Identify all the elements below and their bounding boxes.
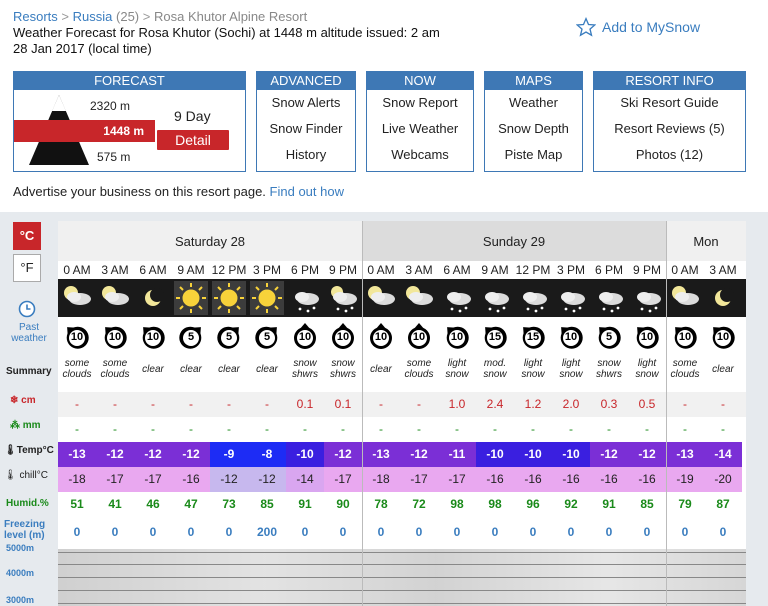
humidity-cell: 96 bbox=[526, 497, 540, 511]
snow-cell: - bbox=[227, 397, 231, 411]
wind-badge bbox=[443, 323, 471, 351]
thermometer-icon: 🌡 bbox=[4, 470, 20, 481]
summary-cell: clear bbox=[218, 364, 240, 375]
snowflake-icon: ❄ bbox=[10, 395, 22, 406]
summary-cell: clear bbox=[142, 364, 164, 375]
wind-badge bbox=[329, 323, 357, 351]
freezing-cell: 0 bbox=[377, 525, 385, 539]
snow-cloud-icon bbox=[630, 281, 664, 315]
advert-text bbox=[13, 184, 344, 199]
snow-cloud-icon bbox=[554, 281, 588, 315]
hour-label: 9 PM bbox=[632, 263, 661, 277]
hour-label: 12 PM bbox=[211, 263, 247, 277]
snow-cell: 0.1 bbox=[296, 397, 314, 411]
freezing-cell: 0 bbox=[567, 525, 575, 539]
moon-cloud-icon bbox=[364, 281, 398, 315]
day-header-sunday: Sunday 29 bbox=[362, 221, 666, 261]
temp-cell: -10 bbox=[286, 442, 324, 467]
menu-item-snow-alerts[interactable]: Snow Alerts bbox=[271, 95, 341, 110]
snow-cell: - bbox=[189, 397, 193, 411]
breadcrumb-resorts-link[interactable]: Resorts bbox=[13, 9, 58, 24]
chill-cell: -17 bbox=[134, 467, 172, 492]
temp-cell: -10 bbox=[514, 442, 552, 467]
sun-icon bbox=[212, 281, 246, 315]
hour-label: 0 AM bbox=[367, 263, 395, 277]
wind-speed: 15 bbox=[488, 331, 502, 343]
freezing-cell: 0 bbox=[187, 525, 195, 539]
rain-cell: - bbox=[265, 422, 269, 436]
menu-item-photos[interactable]: Photos (12) bbox=[635, 147, 704, 162]
temp-cell: -13 bbox=[58, 442, 96, 467]
chill-label bbox=[4, 470, 62, 481]
snow-cell: - bbox=[721, 397, 725, 411]
weather-icons-row bbox=[58, 279, 746, 317]
chill-cell: -19 bbox=[666, 467, 704, 492]
hour-label: 6 PM bbox=[594, 263, 623, 277]
rain-cell: - bbox=[75, 422, 79, 436]
temp-cell: -12 bbox=[628, 442, 666, 467]
summary-cell: snow shwrs bbox=[291, 358, 319, 380]
chill-cell: -18 bbox=[362, 467, 400, 492]
wind-speed: 5 bbox=[605, 331, 613, 343]
breadcrumb-separator: > bbox=[142, 9, 151, 24]
resort-info-menu bbox=[593, 71, 746, 172]
rain-cell: - bbox=[417, 422, 421, 436]
freezing-cell: 0 bbox=[339, 525, 347, 539]
summary-cell: light snow bbox=[445, 358, 469, 380]
grid-line bbox=[58, 564, 746, 565]
wind-speed: 5 bbox=[187, 331, 195, 343]
rain-unit-label: mm bbox=[22, 420, 41, 431]
humidity-cell: 73 bbox=[222, 497, 236, 511]
freezing-cell: 0 bbox=[415, 525, 423, 539]
rain-cell: - bbox=[189, 422, 193, 436]
wind-badge bbox=[519, 323, 547, 351]
snow-cell: - bbox=[75, 397, 79, 411]
add-to-mysnow-button[interactable] bbox=[576, 17, 700, 37]
chill-row bbox=[58, 467, 746, 492]
mid-altitude-button[interactable]: 1448 m bbox=[14, 120, 155, 142]
temp-cell: -8 bbox=[248, 442, 286, 467]
wind-badge bbox=[557, 323, 585, 351]
menu-item-resort-reviews[interactable]: Resort Reviews (5) bbox=[614, 121, 725, 136]
breadcrumb-count: (25) bbox=[116, 9, 140, 24]
breadcrumb bbox=[13, 9, 307, 24]
menu-item-webcams[interactable]: Webcams bbox=[391, 147, 449, 162]
forecast-table bbox=[0, 212, 768, 606]
rain-cell: - bbox=[113, 422, 117, 436]
star-icon bbox=[576, 17, 596, 37]
temp-cell: -11 bbox=[438, 442, 476, 467]
menu-item-snow-report[interactable]: Snow Report bbox=[382, 95, 458, 110]
grid-line bbox=[58, 577, 746, 578]
resort-info-menu-title: RESORT INFO bbox=[594, 72, 745, 90]
raindrop-icon: ⁂ bbox=[10, 420, 23, 431]
wind-speed: 10 bbox=[70, 331, 84, 343]
hour-label: 6 AM bbox=[443, 263, 471, 277]
rain-row bbox=[58, 417, 746, 442]
wind-speed: 10 bbox=[412, 331, 426, 343]
wind-badge bbox=[405, 323, 433, 351]
wind-badge bbox=[101, 323, 129, 351]
wind-badge bbox=[633, 323, 661, 351]
temp-cell: -10 bbox=[476, 442, 514, 467]
wind-row bbox=[58, 319, 746, 355]
bottom-altitude-link[interactable]: 575 m bbox=[97, 150, 131, 164]
rain-cell: - bbox=[645, 422, 649, 436]
weather-label: weather bbox=[11, 333, 47, 344]
hour-label: 3 PM bbox=[252, 263, 281, 277]
breadcrumb-separator: > bbox=[61, 9, 70, 24]
freezing-cell: 0 bbox=[529, 525, 537, 539]
summary-cell: clear bbox=[712, 364, 734, 375]
maps-menu-title: MAPS bbox=[485, 72, 582, 90]
chill-cell: -16 bbox=[628, 467, 666, 492]
temp-cell: -12 bbox=[400, 442, 438, 467]
chill-cell: -16 bbox=[172, 467, 210, 492]
temp-cell: -14 bbox=[704, 442, 742, 467]
day-separator bbox=[362, 221, 363, 606]
wind-speed: 10 bbox=[336, 331, 350, 343]
wind-speed: 10 bbox=[450, 331, 464, 343]
chill-cell: -17 bbox=[96, 467, 134, 492]
moon-cloud-icon bbox=[668, 281, 702, 315]
wind-speed: 10 bbox=[146, 331, 160, 343]
wind-badge bbox=[481, 323, 509, 351]
temp-unit-label: Temp°C bbox=[16, 445, 54, 456]
humidity-cell: 79 bbox=[678, 497, 692, 511]
humidity-cell: 46 bbox=[146, 497, 160, 511]
humidity-label: Humid.% bbox=[6, 498, 49, 509]
add-to-mysnow-label: Add to MySnow bbox=[602, 19, 701, 35]
wind-speed: 10 bbox=[108, 331, 122, 343]
temp-cell: -9 bbox=[210, 442, 248, 467]
breadcrumb-country-link[interactable]: Russia bbox=[72, 9, 113, 24]
temp-cell: -12 bbox=[96, 442, 134, 467]
humidity-cell: 78 bbox=[374, 497, 388, 511]
temp-cell: -10 bbox=[552, 442, 590, 467]
altitude-4000-label: 4000m bbox=[6, 568, 35, 578]
night-snow-icon bbox=[326, 281, 360, 315]
summary-cell: clear bbox=[180, 364, 202, 375]
temp-cell: -12 bbox=[134, 442, 172, 467]
wind-badge bbox=[291, 323, 319, 351]
altitude-3000-label: 3000m bbox=[6, 595, 35, 605]
snow-cell: - bbox=[379, 397, 383, 411]
hour-label: 6 AM bbox=[139, 263, 167, 277]
rain-cell: - bbox=[379, 422, 383, 436]
detail-button[interactable]: Detail bbox=[157, 130, 229, 150]
freezing-cell: 0 bbox=[605, 525, 613, 539]
moon-icon bbox=[136, 281, 170, 315]
day-header-monday: Mon bbox=[666, 221, 746, 261]
snow-cell: 0.1 bbox=[334, 397, 352, 411]
page-title: Weather Forecast for Rosa Khutor (Sochi) at 1448 m altitude issued: 2 am 28 Jan 2017 (local time) bbox=[13, 25, 440, 56]
freezing-cell: 0 bbox=[491, 525, 499, 539]
temp-row bbox=[58, 442, 746, 467]
snow-cell: 1.0 bbox=[448, 397, 466, 411]
sun-icon bbox=[250, 281, 284, 315]
freezing-cell: 0 bbox=[719, 525, 727, 539]
altitude-5000-label: 5000m bbox=[6, 543, 35, 553]
grid-line bbox=[58, 590, 746, 591]
snow-cloud-icon bbox=[478, 281, 512, 315]
menu-item-history[interactable]: History bbox=[285, 147, 327, 162]
humidity-cell: 92 bbox=[564, 497, 578, 511]
day-separator bbox=[666, 221, 667, 606]
snow-cell: 2.4 bbox=[486, 397, 504, 411]
hour-label: 9 AM bbox=[177, 263, 205, 277]
summary-cell: some clouds bbox=[670, 358, 700, 380]
chill-cell: -12 bbox=[248, 467, 286, 492]
grid-line bbox=[58, 552, 746, 553]
snow-cell: - bbox=[417, 397, 421, 411]
summary-cell: light snow bbox=[635, 358, 659, 380]
moon-cloud-icon bbox=[98, 281, 132, 315]
rain-cell: - bbox=[493, 422, 497, 436]
rain-cell: - bbox=[569, 422, 573, 436]
chill-cell: -18 bbox=[58, 467, 96, 492]
temp-cell: -12 bbox=[324, 442, 362, 467]
rain-cell: - bbox=[721, 422, 725, 436]
humidity-cell: 98 bbox=[450, 497, 464, 511]
wind-badge bbox=[671, 323, 699, 351]
rain-cell: - bbox=[303, 422, 307, 436]
past-weather-link[interactable] bbox=[2, 322, 56, 344]
temp-cell: -12 bbox=[590, 442, 628, 467]
snow-cell: - bbox=[113, 397, 117, 411]
freezing-cell: 0 bbox=[73, 525, 81, 539]
hour-label: 0 AM bbox=[63, 263, 91, 277]
menu-item-piste-map[interactable]: Piste Map bbox=[504, 147, 563, 162]
hour-label: 3 AM bbox=[709, 263, 737, 277]
hour-label: 0 AM bbox=[671, 263, 699, 277]
wind-badge bbox=[367, 323, 395, 351]
moon-cloud-icon bbox=[402, 281, 436, 315]
freezing-label: Freezing level (m) bbox=[4, 519, 46, 541]
hour-label: 12 PM bbox=[515, 263, 551, 277]
summary-cell: mod. snow bbox=[483, 358, 507, 380]
summary-cell: some clouds bbox=[100, 358, 130, 380]
wind-badge bbox=[215, 323, 243, 351]
freezing-cell: 0 bbox=[111, 525, 119, 539]
hour-label: 3 AM bbox=[101, 263, 129, 277]
humidity-cell: 47 bbox=[184, 497, 198, 511]
humidity-cell: 72 bbox=[412, 497, 426, 511]
clock-icon bbox=[18, 300, 36, 318]
chill-cell: -17 bbox=[438, 467, 476, 492]
sun-icon bbox=[174, 281, 208, 315]
menu-item-live-weather[interactable]: Live Weather bbox=[381, 121, 459, 136]
wind-speed: 10 bbox=[374, 331, 388, 343]
find-out-how-link[interactable]: Find out how bbox=[269, 184, 344, 199]
humidity-cell: 87 bbox=[716, 497, 730, 511]
summary-cell: light snow bbox=[521, 358, 545, 380]
snow-cloud-icon bbox=[288, 281, 322, 315]
hour-label: 3 AM bbox=[405, 263, 433, 277]
advanced-menu-title: ADVANCED bbox=[257, 72, 355, 90]
moon-icon bbox=[706, 281, 740, 315]
chill-cell: -16 bbox=[552, 467, 590, 492]
chill-cell: -16 bbox=[476, 467, 514, 492]
menu-item-weather-map[interactable]: Weather bbox=[509, 95, 558, 110]
wind-badge bbox=[177, 323, 205, 351]
humidity-cell: 85 bbox=[640, 497, 654, 511]
nine-day-link[interactable]: 9 Day bbox=[174, 108, 211, 124]
wind-badge bbox=[139, 323, 167, 351]
humidity-row bbox=[58, 492, 746, 517]
rain-cell: - bbox=[151, 422, 155, 436]
snow-cloud-icon bbox=[592, 281, 626, 315]
chill-cell: -17 bbox=[400, 467, 438, 492]
summary-cell: snow shwrs bbox=[595, 358, 623, 380]
chill-cell: -16 bbox=[590, 467, 628, 492]
summary-cell: snow shwrs bbox=[329, 358, 357, 380]
menu-item-snow-depth[interactable]: Snow Depth bbox=[498, 121, 569, 136]
summary-cell: clear bbox=[256, 364, 278, 375]
summary-cell: light snow bbox=[559, 358, 583, 380]
rain-cell: - bbox=[455, 422, 459, 436]
rain-cell: - bbox=[607, 422, 611, 436]
rain-cell: - bbox=[227, 422, 231, 436]
wind-badge bbox=[63, 323, 91, 351]
fahrenheit-button[interactable]: °F bbox=[13, 254, 41, 282]
wind-speed: 5 bbox=[225, 331, 233, 343]
forecast-grid bbox=[58, 221, 746, 606]
freezing-cell: 200 bbox=[256, 525, 278, 539]
chill-cell: -14 bbox=[286, 467, 324, 492]
hour-label: 3 PM bbox=[556, 263, 585, 277]
moon-cloud-icon bbox=[60, 281, 94, 315]
humidity-cell: 51 bbox=[70, 497, 84, 511]
chill-cell: -17 bbox=[324, 467, 362, 492]
chill-cell: -12 bbox=[210, 467, 248, 492]
hours-row bbox=[58, 261, 746, 279]
snow-cell: 2.0 bbox=[562, 397, 580, 411]
freezing-cell: 0 bbox=[301, 525, 309, 539]
freezing-row bbox=[58, 517, 746, 547]
altitude-view bbox=[58, 549, 746, 606]
summary-label: Summary bbox=[6, 366, 52, 377]
snow-cell: 0.3 bbox=[600, 397, 618, 411]
now-menu bbox=[366, 71, 474, 172]
wind-speed: 15 bbox=[526, 331, 540, 343]
freezing-cell: 0 bbox=[225, 525, 233, 539]
snow-cloud-icon bbox=[516, 281, 550, 315]
wind-speed: 10 bbox=[298, 331, 312, 343]
hour-label: 6 PM bbox=[290, 263, 319, 277]
wind-speed: 5 bbox=[263, 331, 271, 343]
snow-row bbox=[58, 392, 746, 417]
wind-badge bbox=[709, 323, 737, 351]
snow-cell: 1.2 bbox=[524, 397, 542, 411]
humidity-cell: 98 bbox=[488, 497, 502, 511]
rain-cell: - bbox=[341, 422, 345, 436]
day-header-saturday: Saturday 28 bbox=[58, 221, 362, 261]
humidity-cell: 90 bbox=[336, 497, 350, 511]
summary-cell: some clouds bbox=[62, 358, 92, 380]
advanced-menu bbox=[256, 71, 356, 172]
snow-cloud-icon bbox=[440, 281, 474, 315]
humidity-cell: 91 bbox=[298, 497, 312, 511]
freezing-cell: 0 bbox=[681, 525, 689, 539]
hour-label: 9 PM bbox=[328, 263, 357, 277]
snow-cell: - bbox=[683, 397, 687, 411]
now-menu-title: NOW bbox=[367, 72, 473, 90]
forecast-menu-title: FORECAST bbox=[14, 72, 245, 90]
rain-cell: - bbox=[683, 422, 687, 436]
rain-cell: - bbox=[531, 422, 535, 436]
wind-speed: 10 bbox=[640, 331, 654, 343]
humidity-cell: 41 bbox=[108, 497, 122, 511]
past-label: Past bbox=[18, 322, 39, 333]
temp-cell: -13 bbox=[362, 442, 400, 467]
wind-speed: 10 bbox=[716, 331, 730, 343]
chill-unit-label: chill°C bbox=[19, 470, 48, 481]
celsius-button[interactable]: °C bbox=[13, 222, 41, 250]
snow-unit-label: cm bbox=[21, 395, 36, 406]
thermometer-icon: 🌡 bbox=[4, 445, 17, 456]
grid-line bbox=[58, 603, 746, 604]
chill-cell: -16 bbox=[514, 467, 552, 492]
chill-cell: -20 bbox=[704, 467, 742, 492]
wind-badge bbox=[595, 323, 623, 351]
forecast-menu bbox=[13, 71, 246, 172]
advert-label: Advertise your business on this resort page. bbox=[13, 184, 266, 199]
wind-speed: 10 bbox=[564, 331, 578, 343]
hour-label: 9 AM bbox=[481, 263, 509, 277]
summary-cell: clear bbox=[370, 364, 392, 375]
menu-item-ski-resort-guide[interactable]: Ski Resort Guide bbox=[620, 95, 719, 110]
menu-item-snow-finder[interactable]: Snow Finder bbox=[269, 121, 343, 136]
humidity-cell: 91 bbox=[602, 497, 616, 511]
temp-cell: -12 bbox=[172, 442, 210, 467]
snow-cell: - bbox=[151, 397, 155, 411]
top-altitude-link[interactable]: 2320 m bbox=[90, 99, 131, 113]
snow-cell: - bbox=[265, 397, 269, 411]
freezing-cell: 0 bbox=[453, 525, 461, 539]
wind-speed: 10 bbox=[678, 331, 692, 343]
summary-cell: some clouds bbox=[404, 358, 434, 380]
wind-badge bbox=[253, 323, 281, 351]
freezing-cell: 0 bbox=[643, 525, 651, 539]
temp-cell: -13 bbox=[666, 442, 704, 467]
summary-row bbox=[58, 355, 746, 393]
snow-cell: 0.5 bbox=[638, 397, 656, 411]
humidity-cell: 85 bbox=[260, 497, 274, 511]
breadcrumb-resort: Rosa Khutor Alpine Resort bbox=[153, 9, 308, 24]
temp-label bbox=[4, 445, 62, 456]
maps-menu bbox=[484, 71, 583, 172]
freezing-cell: 0 bbox=[149, 525, 157, 539]
